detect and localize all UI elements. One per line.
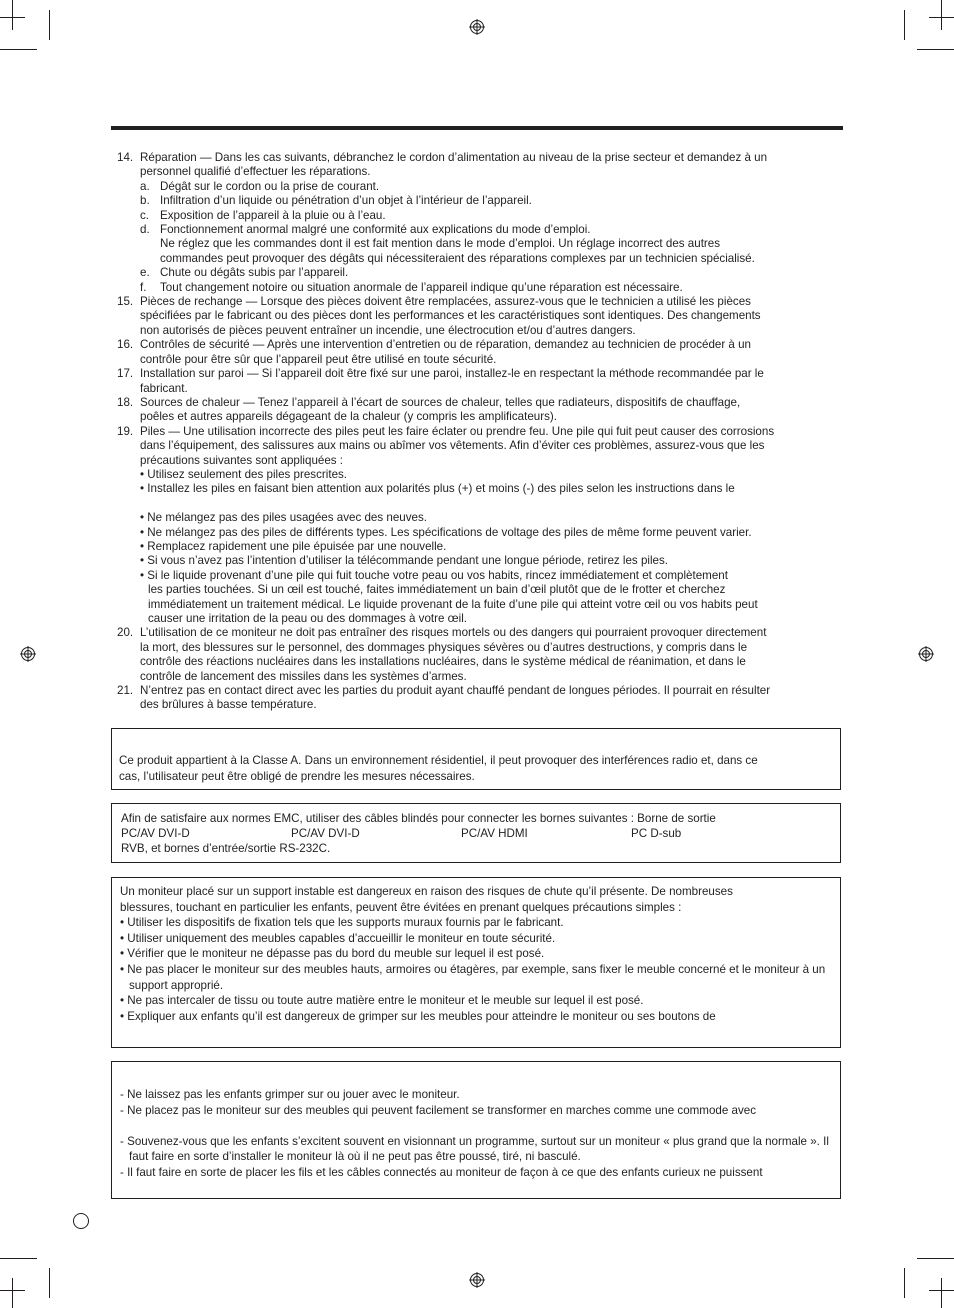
- sub-text: Ne réglez que les commandes dont il est fait mention dans le mode d’emploi. Un réglage incorrect des autres: [160, 237, 721, 251]
- notice-text: cas, l’utilisateur peut être obligé de prendre les mesures nécessaires.: [119, 769, 475, 783]
- item-number: 18.: [117, 395, 134, 409]
- terminal-list: [121, 826, 832, 841]
- safety-dash-item: - Ne laissez pas les enfants grimper sur ou jouer avec le moniteur.: [120, 1088, 460, 1101]
- sub-text: Dégât sur le cordon ou la prise de courant.: [160, 179, 380, 193]
- item-text: personnel qualifié d’effectuer les réparations.: [140, 165, 371, 179]
- warning-text: blessures, touchant en particulier les enfants, peuvent être évitées en prenant quelques précautions simples :: [120, 900, 682, 914]
- item-number: 21.: [117, 684, 134, 698]
- warning-bullet: • Ne pas placer le moniteur sur des meubles hauts, armoires ou étagères, par exemple, sans fixer le meuble concerné et le moniteur à un support approprié.: [120, 962, 826, 992]
- crop-mark: [0, 17, 25, 18]
- warning-bullet: • Expliquer aux enfants qu’il est dangereux de grimper sur les meubles pour atteindre le moniteur ou ses boutons de: [120, 1009, 716, 1023]
- item-number: 19.: [117, 424, 134, 438]
- item-text: Réparation — Dans les cas suivants, débranchez le cordon d’alimentation au niveau de la prise secteur et demandez à un: [140, 151, 768, 164]
- list-item: [111, 396, 851, 425]
- stability-warning-box: [111, 877, 841, 1048]
- notice-text: RVB, et bornes d’entrée/sortie RS-232C.: [121, 842, 331, 855]
- sub-text: Infiltration d’un liquide ou pénétration d’un objet à l’intérieur de l’appareil.: [160, 194, 532, 208]
- registration-mark-icon: [469, 1272, 485, 1288]
- item-text: N’entrez pas en contact direct avec les parties du produit ayant chauffé pendant de longues périodes. Il pourrait en résulter: [140, 684, 771, 698]
- sub-item: [111, 180, 851, 194]
- item-text: contrôle de lancement des missiles dans les systèmes d’armes.: [140, 669, 467, 683]
- item-text: Pièces de rechange — Lorsque des pièces doivent être remplacées, assurez-vous que le technicien a utilisé les pièces: [140, 295, 751, 309]
- sub-item: [111, 281, 851, 295]
- item-text: dans l’équipement, des salissures aux mains ou abîmer vos vêtements. Afin d’éviter ces problèmes, assurez-vous que les: [140, 439, 765, 453]
- list-item: [111, 338, 851, 367]
- warning-bullet: • Utiliser uniquement des meubles capables d’accueillir le moniteur en toute sécurité.: [120, 931, 556, 945]
- notice-text: Ce produit appartient à la Classe A. Dans un environnement résidentiel, il peut provoquer des interférences radio et, dans ce: [119, 754, 758, 767]
- crop-mark: [929, 1290, 954, 1291]
- sub-letter: d.: [140, 223, 150, 237]
- list-item: [111, 425, 851, 468]
- sub-text: commandes peut provoquer des dégâts qui nécessiteraient des réparations complexes par un technicien spécialisé.: [160, 251, 755, 265]
- warning-bullet: • Utiliser les dispositifs de fixation tels que les supports muraux fournis par le fabricant.: [120, 916, 564, 930]
- list-item: [111, 367, 851, 396]
- sub-item: [111, 223, 851, 266]
- safety-instructions-list: [111, 151, 851, 713]
- sub-item: [111, 209, 851, 223]
- bullet-item: • Si vous n’avez pas l’intention d’utiliser la télécommande pendant une longue période, retirez les piles.: [140, 554, 669, 568]
- crop-mark: [0, 1290, 25, 1291]
- item-text: Installation sur paroi — Si l’appareil doit être fixé sur une paroi, installez-le en respectant la méthode recommandée par le: [140, 367, 764, 381]
- warning-text: Un moniteur placé sur un support instable est dangereux en raison des risques de chute qu’il présente. De nombreuses: [120, 885, 733, 898]
- item-number: 20.: [117, 626, 134, 640]
- list-item: [111, 684, 851, 713]
- item-number: 16.: [117, 338, 134, 352]
- crop-mark: [917, 1258, 954, 1259]
- bullet-continuation: [111, 497, 851, 511]
- emc-notice-box: [111, 803, 841, 863]
- crop-mark: [12, 1278, 13, 1308]
- header-rule: [111, 126, 843, 130]
- crop-mark: [941, 1278, 942, 1308]
- sub-letter: b.: [140, 194, 150, 208]
- bullet-item: • Installez les piles en faisant bien attention aux polarités plus (+) et moins (-) des piles selon les instructions dans le: [140, 482, 735, 496]
- safety-dash-item: - Souvenez-vous que les enfants s’excitent souvent en visionnant un programme, surtout sur un moniteur « plus grand que la normale ». Il faut faire en sorte d’installer le moniteur là où il ne peut pas être poussé, tiré, ni basculé.: [120, 1134, 829, 1164]
- item-text: spécifiées par le fabricant ou des pièces dont les performances et les caractéristiques sont identiques. Des changements: [140, 309, 761, 323]
- terminal-name: PC D-sub: [631, 827, 682, 840]
- bullet-item: • Remplacez rapidement une pile épuisée par une nouvelle.: [140, 539, 447, 553]
- sub-item: [111, 266, 851, 280]
- registration-mark-icon: [20, 646, 36, 662]
- list-item: [111, 151, 851, 180]
- crop-mark: [49, 10, 50, 40]
- item-text: contrôle des réactions nucléaires dans les installations nucléaires, dans le système médical de réanimation, et dans le: [140, 655, 746, 669]
- sub-letter: e.: [140, 266, 150, 280]
- sub-letter: f.: [140, 280, 147, 294]
- item-text: la mort, des blessures sur le personnel, des dommages physiques sévères ou d’autres destructions, y compris dans le: [140, 640, 748, 654]
- warning-bullet: • Ne pas intercaler de tissu ou toute autre matière entre le moniteur et le meuble sur lequel il est posé.: [120, 994, 644, 1008]
- safety-dash-item: - Il faut faire en sorte de placer les fils et les câbles connectés au moniteur de façon à ce que des enfants curieux ne puissent: [120, 1165, 763, 1179]
- crop-mark: [0, 49, 37, 50]
- list-item: [111, 295, 851, 338]
- class-a-notice-box: [111, 728, 841, 790]
- item-text: non autorisés de pièces peuvent entraîner un incendie, une électrocution et/ou d’autres dangers.: [140, 323, 636, 337]
- item-text: Sources de chaleur — Tenez l’appareil à l’écart de sources de chaleur, telles que radiateurs, dispositifs de chauffage,: [140, 395, 741, 409]
- bullet-item: • Utilisez seulement des piles prescrites.: [140, 467, 348, 481]
- item-text: L’utilisation de ce moniteur ne doit pas entraîner des risques mortels ou des dangers qui pourraient provoquer directement: [140, 626, 767, 640]
- bullet-continuation: immédiatement un traitement médical. Le liquide provenant de la fuite d’une pile qui atteint votre œil ou vos habits peut: [148, 597, 758, 611]
- bullet-continuation: les parties touchées. Si un œil est touché, faites immédiatement un bain d’œil plutôt que de le frotter et cherchez: [148, 583, 726, 597]
- item-text: poêles et autres appareils dégageant de la chaleur (y compris les amplificateurs).: [140, 410, 557, 424]
- sub-text: Fonctionnement anormal malgré une conformité aux explications du mode d’emploi.: [160, 223, 591, 237]
- safety-dash-item: [120, 1118, 832, 1134]
- crop-mark: [904, 1268, 905, 1298]
- sub-letter: c.: [140, 208, 150, 222]
- crop-mark: [12, 0, 13, 30]
- crop-mark: [904, 10, 905, 40]
- registration-mark-icon: [469, 19, 485, 35]
- item-text: Contrôles de sécurité — Après une intervention d’entretien ou de réparation, demandez au technicien de procéder à un: [140, 338, 751, 352]
- sub-text: Chute ou dégâts subis par l’appareil.: [160, 266, 349, 280]
- item-text: précautions suivantes sont appliquées :: [140, 453, 344, 467]
- bullet-item: • Ne mélangez pas des piles de différents types. Les spécifications de voltage des piles de même forme peuvent varier.: [140, 525, 752, 539]
- bullet-item: • Si le liquide provenant d’une pile qui fuit touche votre peau ou vos habits, rincez immédiatement et complètement: [140, 568, 728, 582]
- terminal-name: PC/AV HDMI: [461, 827, 528, 840]
- item-number: 14.: [117, 151, 134, 164]
- sub-text: Exposition de l’appareil à la pluie ou à l’eau.: [160, 208, 386, 222]
- terminal-name: PC/AV DVI-D: [121, 827, 190, 840]
- item-text: des brûlures à basse température.: [140, 698, 317, 712]
- warning-bullet: • Vérifier que le moniteur ne dépasse pas du bord du meuble sur lequel il est posé.: [120, 947, 545, 961]
- safety-dash-item: - Ne placez pas le moniteur sur des meubles qui peuvent facilement se transformer en marches comme une commode avec: [120, 1103, 757, 1117]
- crop-mark: [941, 0, 942, 30]
- bullet-item: • Ne mélangez pas des piles usagées avec des neuves.: [140, 511, 427, 525]
- terminal-name: PC/AV DVI-D: [291, 827, 360, 840]
- crop-mark: [917, 49, 954, 50]
- crop-mark: [49, 1268, 50, 1298]
- list-item: [111, 626, 851, 684]
- registration-mark-icon: [918, 646, 934, 662]
- notice-text: Afin de satisfaire aux normes EMC, utiliser des câbles blindés pour connecter les bornes suivantes : Borne de sortie: [121, 812, 716, 825]
- item-number: 17.: [117, 367, 134, 381]
- page-number-circle: [73, 1213, 89, 1229]
- children-safety-box: [111, 1061, 841, 1199]
- item-number: 15.: [117, 295, 134, 309]
- crop-mark: [0, 1258, 37, 1259]
- sub-letter: a.: [140, 179, 150, 193]
- sub-text: Tout changement notoire ou situation anormale de l’appareil indique qu’une réparation est nécessaire.: [160, 280, 683, 294]
- item-text: fabricant.: [140, 381, 188, 395]
- sub-item: [111, 194, 851, 208]
- bullet-continuation: causer une irritation de la peau ou des dommages à votre œil.: [148, 611, 467, 625]
- item-text: contrôle pour être sûr que l’appareil peut être utilisé en toute sécurité.: [140, 352, 497, 366]
- crop-mark: [929, 17, 954, 18]
- item-text: Piles — Une utilisation incorrecte des piles peut les faire éclater ou prendre feu. Une pile qui fuit peut causer des corrosions: [140, 424, 775, 438]
